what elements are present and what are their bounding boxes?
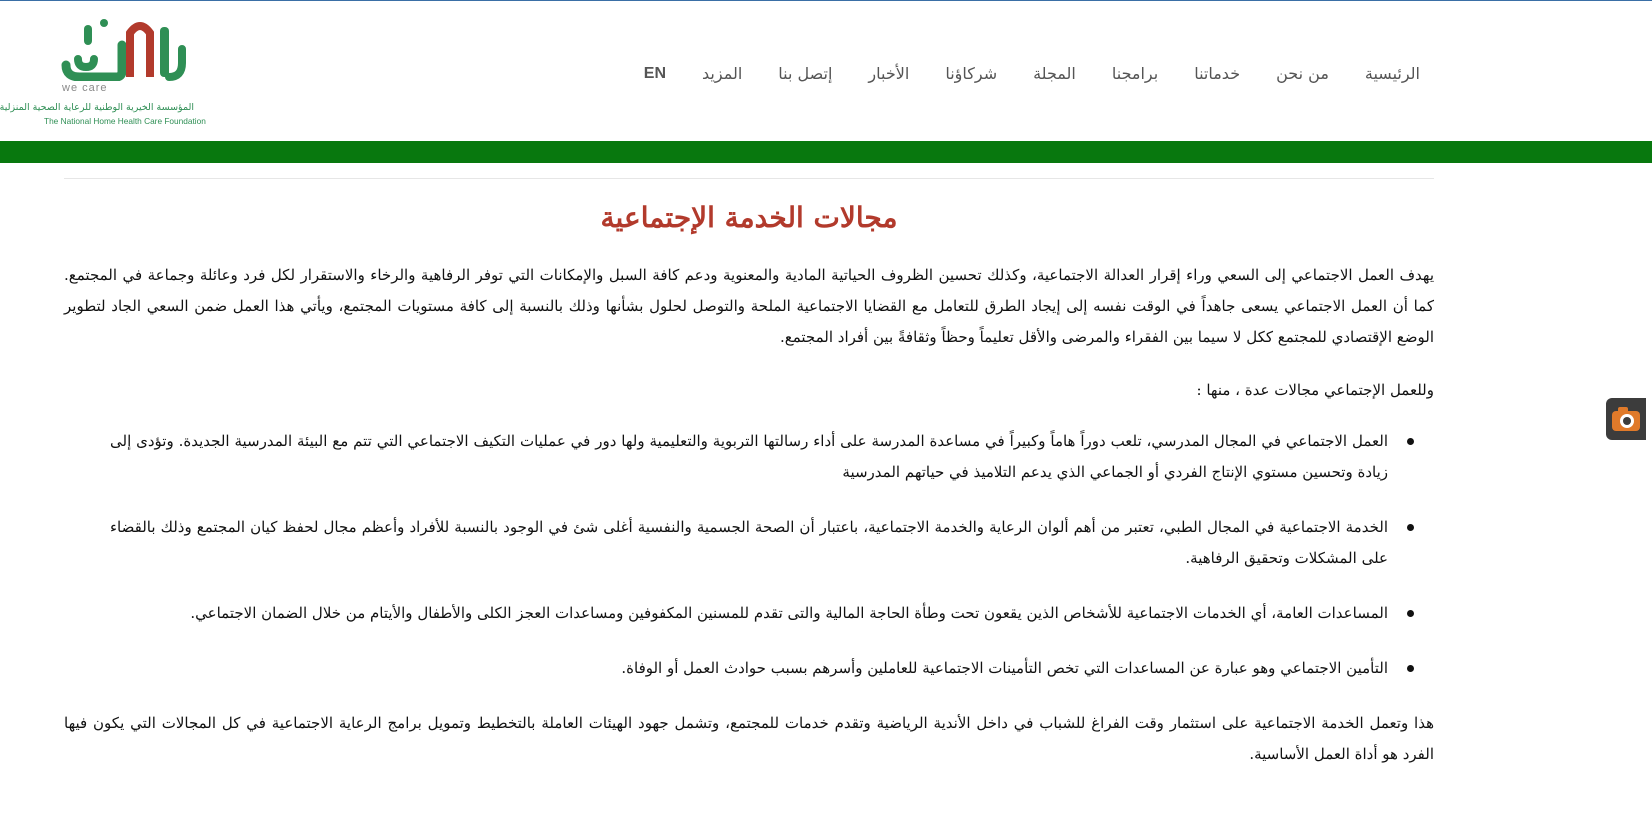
page-title: مجالات الخدمة الإجتماعية	[600, 201, 898, 234]
bullet-icon	[1407, 610, 1414, 617]
article-content	[64, 196, 1434, 770]
language-switch-en[interactable]: EN	[643, 65, 667, 82]
list-item-text: الخدمة الاجتماعية في المجال الطبي، تعتبر من أهم ألوان الرعاية والخدمة الاجتماعية، باعتبار أن الصحة الجسمية والنفسية أغلى شئ في الوجود بالنسبة للأفراد وأعظم مجال لحفظ كيان المجتمع وذلك بالقضاء على المشكلات وتحقيق الرفاهية.	[110, 518, 1388, 567]
nav-more[interactable]: المزيد	[702, 64, 743, 83]
nav-home[interactable]: الرئيسية	[1364, 64, 1420, 83]
nav-magazine[interactable]: المجلة	[1033, 64, 1076, 83]
list-item-text: العمل الاجتماعي في المجال المدرسي، تلعب دوراً هاماً وكبيراً في مساعدة المدرسة على أداء رسالتها التربوية والتعليمية ولها دور في عمليات التكيف الاجتماعي التي تتم مع البيئة المدرسية الجديدة. وتؤدى إلى زيادة وتحسين مستوي الإنتاج الفردي أو الجماعي الذي يدعم التلاميذ في حياتهم المدرسية	[110, 432, 1388, 481]
list-item	[110, 598, 1388, 629]
logo-name-english: The National Home Health Care Foundation	[44, 116, 206, 126]
nav-partners[interactable]: شركاؤنا	[945, 64, 998, 83]
nav-programs[interactable]: برامجنا	[1111, 64, 1159, 83]
camera-icon	[1610, 403, 1642, 435]
list-item-text: التأمين الاجتماعي وهو عبارة عن المساعدات التي تخص التأمينات الاجتماعية للعاملين وأسرهم بسبب حوادث العمل أو الوفاة.	[621, 659, 1388, 677]
site-header	[0, 1, 1652, 141]
article-lead: وللعمل الإجتماعي مجالات عدة ، منها :	[1196, 381, 1434, 399]
article-intro: يهدف العمل الاجتماعي إلى السعي وراء إقرار العدالة الاجتماعية، وكذلك تحسين الظروف الحياتية المادية والمعنوية ودعم كافة السبل والإمكانات التي توفر الرفاهية والرخاء والاستقرار لكل فرد وعائلة وجماعة في المجتمع. كما أن العمل الاجتماعي يسعى جاهداً في الوقت نفسه إلى إيجاد الطرق للتعامل مع القضايا الاجتماعية الملحة والتوصل لحلول بشأنها وذلك بالنسبة إلى كافة مستويات المجتمع، ويأتي هذا العمل ضمن السعي الجاد لتطوير الوضع الإقتصادي للمجتمع ككل لا سيما بين الفقراء والمرضى والأقل تعليماً وحظاً وثقافةً بين أفراد المجتمع.	[64, 266, 1434, 346]
logo-name-arabic: المؤسسة الخيرية الوطنية للرعاية الصحية المنزلية	[0, 102, 194, 113]
bullet-icon	[1407, 438, 1414, 445]
fields-list	[64, 426, 1434, 684]
bullet-icon	[1407, 665, 1414, 672]
nav-services[interactable]: خدماتنا	[1194, 64, 1241, 83]
list-item	[110, 512, 1388, 574]
nav-about[interactable]: من نحن	[1276, 64, 1329, 83]
list-item-text: المساعدات العامة، أي الخدمات الاجتماعية للأشخاص الذين يقعون تحت وطأة الحاجة المالية والتى تقدم للمسنين المكفوفين ومساعدات العجز الكلى والأطفال والأيتام من خلال الضمان الاجتماعي.	[190, 604, 1388, 622]
bullet-icon	[1407, 524, 1414, 531]
nav-contact[interactable]: إتصل بنا	[778, 64, 833, 83]
nav-news[interactable]: الأخبار	[868, 64, 910, 83]
content-divider	[64, 178, 1434, 179]
article-outro: هذا وتعمل الخدمة الاجتماعية على استثمار وقت الفراغ للشباب في داخل الأندية الرياضية وتقدم خدمات للمجتمع، وتشمل جهود الهيئات العاملة بالتخطيط وتمويل برامج الرعاية الاجتماعية في كل المجالات التي يكون فيها الفرد هو أداة العمل الأساسية.	[64, 714, 1434, 763]
list-item	[110, 653, 1388, 684]
logo-tagline: we care	[62, 82, 108, 94]
main-nav	[626, 61, 1438, 87]
site-logo[interactable]	[0, 15, 206, 131]
floating-side-widget[interactable]	[1606, 398, 1646, 440]
logo-mark-icon	[56, 15, 186, 81]
list-item	[110, 426, 1388, 488]
green-banner-bar	[0, 141, 1652, 163]
